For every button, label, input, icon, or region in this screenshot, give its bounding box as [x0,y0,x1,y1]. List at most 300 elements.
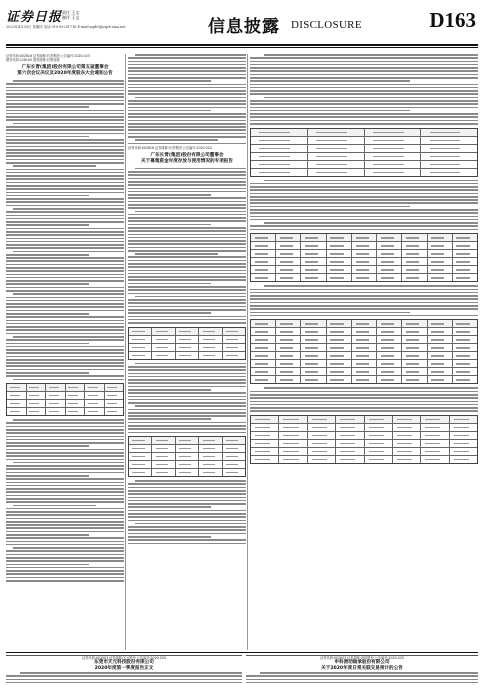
text-line [128,500,246,502]
text-line [250,193,478,195]
text-line [6,527,124,529]
table-cell [421,161,477,168]
table-cell [85,384,105,391]
text-line [128,415,246,417]
table-cell [27,400,47,407]
table-cell [176,336,199,343]
text-line [128,234,246,236]
text-line [6,352,124,354]
table-cell [301,258,326,265]
table-cell [393,424,421,431]
text-line [128,490,246,492]
text-line [6,323,124,325]
table-cell [7,400,27,407]
text-line [6,283,89,285]
data-table [250,233,478,282]
text-line [6,465,124,467]
table-cell [176,437,199,444]
text-line [128,237,246,239]
table-cell [450,432,477,439]
table-cell [327,258,352,265]
text-line [250,391,478,393]
table-cell [365,440,393,447]
text-line [128,366,246,368]
table-cell [276,344,301,351]
text-line [6,531,124,533]
text-line [6,580,124,582]
table-cell [453,234,477,241]
table-cell [279,424,307,431]
table-cell [377,368,402,375]
text-line [13,123,124,125]
text-line [128,64,246,66]
text-line [128,110,211,112]
text-line [6,119,124,121]
text-line [128,77,246,79]
table-cell [7,384,27,391]
table-cell [453,250,477,257]
table-cell [402,320,427,327]
text-line [250,107,478,109]
table-row [129,336,245,344]
text-line [128,412,246,414]
text-line [6,426,124,428]
data-table [250,319,478,384]
text-line [6,365,124,367]
text-line [6,349,124,351]
table-cell [105,384,124,391]
text-line [6,514,124,516]
table-cell [377,250,402,257]
table-cell [66,408,86,415]
text-line [13,251,124,253]
text-line [6,96,124,98]
text-line [250,202,478,204]
table-cell [352,266,377,273]
table-cell [276,360,301,367]
text-line [128,224,211,226]
data-table [128,436,246,477]
text-line [6,362,124,364]
table-cell [129,469,152,476]
table-cell [251,456,279,463]
table-cell [276,242,301,249]
text-line [6,495,124,497]
table-cell [428,360,453,367]
text-line [128,487,246,489]
table-cell [402,376,427,383]
table-cell [421,448,449,455]
text-line [250,394,478,396]
article-column-1 [6,54,124,650]
text-line [250,84,478,86]
table-cell [152,328,175,335]
text-line [6,175,124,177]
text-line [6,290,124,292]
text-line [128,533,246,535]
text-line [128,230,246,232]
table-row [251,456,477,463]
table-cell [176,344,199,351]
editor-info [62,10,79,20]
text-line [128,428,246,430]
text-line [128,319,246,321]
stock-code-line: 证券代码:003003 证券简称:天元股份 公告编号:2020-020 [82,656,166,660]
text-line [128,309,246,311]
table-cell [251,161,308,168]
table-cell [352,328,377,335]
text-line [128,432,246,434]
text-line [6,110,124,112]
text-line [250,295,478,297]
text-line [128,289,246,291]
table-cell [199,469,222,476]
text-line [6,442,124,444]
table-row [251,161,477,169]
text-line [6,498,124,500]
table-cell [251,153,308,160]
table-cell [428,250,453,257]
table-cell [402,250,427,257]
text-line [250,302,478,304]
text-line [128,171,246,173]
table-row [251,320,477,328]
table-cell [453,352,477,359]
stock-code-line: 证券代码:002616 证券简称:长青集团 公告编号:2020-023 [6,54,90,58]
table-cell [453,328,477,335]
table-cell [251,266,276,273]
table-row [251,274,477,281]
table-cell [428,344,453,351]
text-line [128,100,246,102]
table-cell [176,328,199,335]
table-cell [129,461,152,468]
table-cell [85,400,105,407]
table-row [7,392,123,400]
table-cell [308,416,336,423]
text-line [135,54,246,56]
text-line [6,257,124,259]
table-cell [365,448,393,455]
table-cell [377,352,402,359]
table-cell [453,258,477,265]
text-line [128,373,246,375]
table-cell [27,392,47,399]
table-cell [421,153,477,160]
text-line [6,557,124,559]
table-cell [377,344,402,351]
table-cell [223,328,245,335]
table-cell [377,376,402,383]
text-line [128,70,246,72]
text-line [128,87,246,89]
text-line [128,283,211,285]
text-line [128,80,211,82]
table-cell [402,360,427,367]
text-line [6,422,124,424]
table-cell [223,352,245,359]
table-cell [251,145,308,152]
header-rule-thick [6,44,478,46]
table-cell [152,437,175,444]
table-cell [46,392,66,399]
text-line [250,116,478,118]
table-cell [327,336,352,343]
table-cell [279,432,307,439]
article-body [250,180,478,231]
text-line [6,254,89,256]
text-line [6,231,124,233]
table-cell [327,360,352,367]
text-line [250,90,478,92]
table-cell [223,336,245,343]
table-cell [251,344,276,351]
table-cell [301,352,326,359]
text-line [250,61,478,63]
table-cell [365,432,393,439]
text-line [250,100,478,102]
table-cell [453,242,477,249]
table-cell [450,416,477,423]
table-cell [336,416,364,423]
table-cell [276,368,301,375]
table-cell [276,234,301,241]
text-line [6,155,124,157]
text-line [128,204,246,206]
text-line [250,225,478,227]
table-cell [377,274,402,281]
table-cell [251,137,308,144]
text-line [128,399,246,401]
article-body [246,672,478,683]
table-cell [365,145,422,152]
table-cell [421,432,449,439]
text-line [6,485,124,487]
text-line [250,289,478,291]
table-cell [428,320,453,327]
table-cell [129,437,152,444]
table-cell [421,416,449,423]
text-line [6,488,124,490]
stock-code-line: 证券代码:002633 证券简称:申科股份 公告编号:2020-025 [320,656,404,660]
article-body [6,80,124,380]
text-line [250,216,478,218]
text-line [128,120,246,122]
text-line [128,113,246,115]
text-line [6,133,124,135]
table-cell [66,400,86,407]
text-line [250,80,410,82]
text-line [6,455,124,457]
table-cell [276,258,301,265]
text-line [264,285,478,287]
table-row [251,250,477,258]
text-line [6,682,242,684]
table-cell [428,368,453,375]
text-line [128,266,246,268]
text-line [6,524,124,526]
table-row [129,352,245,359]
headline-line: 关于2020年度日常关联交易预计的公告 [321,666,403,671]
data-table [250,415,478,464]
newspaper-logo: 证券日报 [6,10,63,25]
table-row [251,145,477,153]
text-line [6,169,124,171]
table-cell [377,258,402,265]
text-line [6,178,124,180]
text-line [250,199,478,201]
table-cell [428,274,453,281]
text-line [128,181,246,183]
text-line [6,215,124,217]
text-line [250,113,478,115]
table-cell [402,274,427,281]
text-line [6,162,124,164]
text-line [128,536,211,538]
text-line [6,234,124,236]
table-cell [129,344,152,351]
headline-line: 广东长青(集团)股份有限公司董事会 [150,152,224,158]
table-cell [276,376,301,383]
table-cell [251,328,276,335]
text-line [128,396,246,398]
text-line [6,320,124,322]
table-cell [251,320,276,327]
table-cell [450,456,477,463]
text-line [6,306,124,308]
text-line [128,57,246,59]
table-cell [251,368,276,375]
table-cell [402,258,427,265]
text-line [128,293,246,295]
table-cell [352,250,377,257]
table-cell [365,169,422,176]
text-line [128,322,246,324]
text-line [135,480,246,482]
headline-line: 2020年度第一季度报告正文 [94,666,154,671]
text-line [6,129,124,131]
article-headline [128,153,246,165]
text-line [6,247,124,249]
text-line [250,103,478,105]
text-line [128,316,246,318]
headline-line: 广东长青(集团)股份有限公司第五届董事会 [21,65,109,70]
text-line [128,286,246,288]
table-cell [428,328,453,335]
table-cell [336,432,364,439]
text-line [13,505,96,507]
table-cell [428,258,453,265]
table-row [251,137,477,145]
text-line [6,449,124,451]
table-cell [301,328,326,335]
table-cell [129,328,152,335]
text-line [6,277,124,279]
table-cell [223,344,245,351]
table-cell [129,336,152,343]
section-title-english: DISCLOSURE [291,19,362,31]
text-line [13,419,124,421]
text-line [6,326,124,328]
text-line [6,537,124,539]
column-divider [125,54,126,650]
table-cell [251,336,276,343]
table-cell [393,416,421,423]
table-cell [199,336,222,343]
table-cell [352,368,377,375]
table-cell [7,408,27,415]
article-headline [246,660,478,672]
table-row [129,445,245,453]
text-line [6,221,124,223]
article-body [128,480,246,544]
text-line [128,382,246,384]
text-line [250,401,478,403]
text-line [128,143,246,145]
table-cell [365,153,422,160]
text-line [128,74,246,76]
table-cell [105,400,124,407]
text-line [6,339,124,341]
text-line [128,526,246,528]
text-line [128,188,246,190]
text-line [250,87,478,89]
text-line [128,243,246,245]
text-line [6,679,242,681]
text-line [6,478,124,480]
text-line [13,293,124,295]
text-line [6,126,124,128]
text-line [6,369,124,371]
table-cell [453,360,477,367]
text-line [13,547,124,549]
text-line [128,409,246,411]
footer-rule [6,652,478,653]
table-cell [352,274,377,281]
text-line [128,270,246,272]
table-cell [402,266,427,273]
text-line [128,386,246,388]
text-line [128,520,246,522]
text-line [6,439,124,441]
text-line [128,263,246,265]
text-line [128,276,246,278]
table-row [251,448,477,456]
table-cell [365,416,393,423]
table-row [251,234,477,242]
text-line [128,483,246,485]
table-cell [276,266,301,273]
table-cell [251,376,276,383]
table-cell [421,456,449,463]
text-line [128,103,246,105]
text-line [128,174,246,176]
text-line [6,93,124,95]
text-line [264,54,478,56]
text-line [6,152,124,154]
table-cell [402,242,427,249]
text-line [135,363,246,365]
table-cell [402,368,427,375]
table-cell [428,336,453,343]
table-cell [251,242,276,249]
table-cell [453,274,477,281]
article-body [6,419,124,581]
text-line [6,274,124,276]
table-cell [152,336,175,343]
table-cell [428,352,453,359]
text-line [128,250,246,252]
